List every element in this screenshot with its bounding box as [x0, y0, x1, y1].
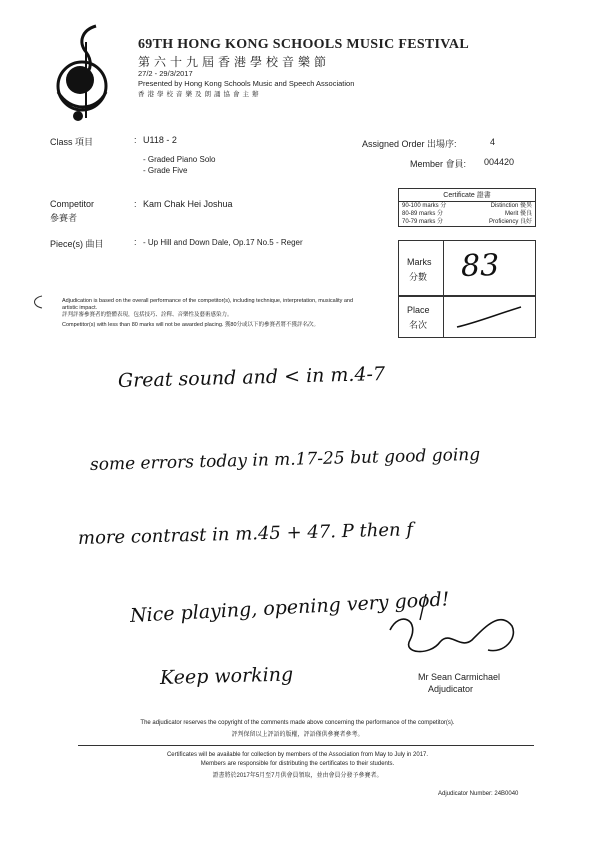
marks-box	[398, 240, 536, 296]
footer-copyright-cn: 評判保留以上評語的版權，評語僅供參賽者參考。	[231, 732, 364, 738]
place-label: Place	[407, 305, 430, 315]
certificate-table	[398, 188, 536, 227]
comment-line: Nice playing, opening very good!	[129, 588, 450, 627]
comment-line: Great sound and < in m.4-7	[117, 363, 386, 392]
adjudicator-name: Mr Sean Carmichael	[418, 672, 501, 682]
adjudicator-signature	[380, 590, 520, 665]
competitor-name: Kam Chak Hei Joshua	[143, 199, 233, 209]
festival-title-cn: 第六十九屆香港學校音樂節	[138, 55, 331, 69]
competitor-label-cn: 參賽者	[50, 213, 78, 223]
class-value: U118 - 2	[143, 135, 177, 145]
footer-divider	[78, 745, 534, 746]
festival-dates: 27/2 - 29/3/2017	[138, 69, 193, 78]
certificate-row: 80-89 marks 分 Merit 優良	[402, 211, 532, 217]
class-label: Class 項目	[50, 137, 94, 147]
festival-logo	[52, 22, 114, 122]
marks-label-cn: 分數	[409, 272, 428, 282]
certificate-title: Certificate 證書	[399, 189, 535, 202]
marks-label: Marks	[407, 257, 432, 267]
place-box	[398, 296, 536, 338]
piece-label: Piece(s) 曲目	[50, 239, 104, 249]
footer-members: Members are responsible for distributing the certificates to their students.	[200, 761, 395, 767]
place-dash-mark	[455, 305, 525, 331]
footer-certificates: Certificates will be available for collection by members of the Association from May to July in 2017.	[166, 752, 429, 758]
piece-value: - Up Hill and Down Dale, Op.17 No.5 - Reger	[143, 238, 303, 247]
footer-members-cn: 證書將於2017年5月至7月供會員領取，並由會員分發予參賽者。	[212, 773, 383, 779]
certificate-row: 70-79 marks 分 Proficiency 良好	[402, 219, 532, 225]
footer-copyright: The adjudicator reserves the copyright of the comments made above concerning the performance of the competitor(s).	[140, 720, 455, 726]
note-placing: Competitor(s) with less than 80 marks will not be awarded placing. 獲80分或以下的參賽者將不獲評名次。	[62, 322, 320, 328]
adjudicator-number: Adjudicator Number: 24B0040	[438, 791, 519, 797]
certificate-row: 90-100 marks 分 Distinction 優異	[402, 203, 532, 209]
bracket-mark	[30, 294, 44, 310]
competitor-label: Competitor	[50, 199, 95, 209]
adjudicator-title: Adjudicator	[428, 684, 474, 694]
member-value: 004420	[484, 157, 515, 167]
comment-line: some errors today in m.17-25 but good going	[89, 444, 481, 475]
order-label: Assigned Order 出場序:	[362, 139, 457, 149]
place-label-cn: 名次	[409, 320, 428, 330]
note-adjudication: Adjudication is based on the overall performance of the competitor(s), including technique, interpretation, musicality and artistic impact. 評判評審參賽者的整體表現，包括技巧、詮釋、音樂性及藝術感染力。	[62, 298, 354, 318]
marks-value: 83	[460, 248, 500, 284]
class-sub-piano: - Graded Piano Solo	[143, 155, 216, 164]
class-sub-grade: - Grade Five	[143, 166, 188, 175]
comment-line: Keep working	[159, 663, 294, 689]
member-label: Member 會員:	[410, 159, 467, 169]
presenter-line: Presented by Hong Kong Schools Music and Speech Association	[138, 79, 355, 88]
comment-line: more contrast in m.45 + 47. P then f	[77, 519, 414, 549]
order-value: 4	[490, 137, 496, 147]
festival-title: 69TH HONG KONG SCHOOLS MUSIC FESTIVAL	[138, 37, 469, 52]
presenter-line-cn: 香港學校音樂及朗誦協會主辦	[138, 90, 262, 98]
